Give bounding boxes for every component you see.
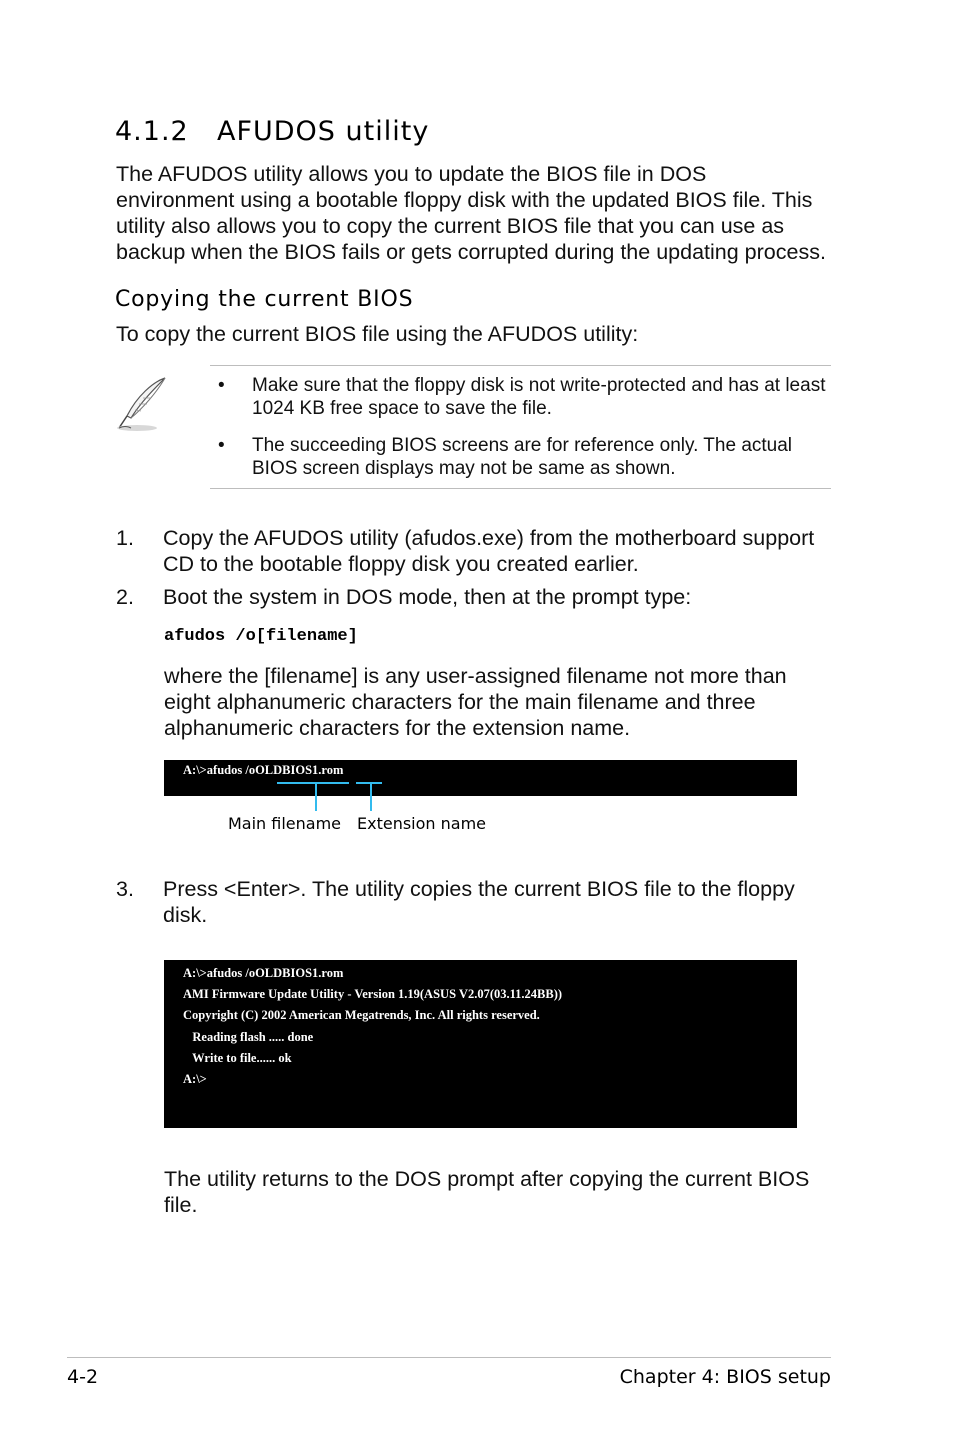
- section-number: 4.1.2: [115, 116, 189, 147]
- extension-bracket: [356, 782, 382, 784]
- step-number: 1.: [116, 526, 134, 550]
- closing-paragraph: The utility returns to the DOS prompt after copying the current BIOS file.: [164, 1167, 810, 1217]
- terminal-screen-1: [164, 760, 797, 796]
- command-text: afudos /o[filename]: [164, 627, 358, 646]
- intro-paragraph: The AFUDOS utility allows you to update the BIOS file in DOS environment using a bootable floppy disk with the updated BIOS file. This utility also allows you to copy the current BIOS file that you can use as backup when the BIOS fails or gets corrupted during the updating process.: [116, 162, 826, 264]
- step-number: 3.: [116, 877, 134, 901]
- step-item: [116, 525, 828, 577]
- step-text: Press <Enter>. The utility copies the current BIOS file to the floppy disk.: [163, 877, 795, 927]
- terminal-line: A:\>afudos /oOLDBIOS1.rom: [183, 763, 344, 777]
- main-filename-connector: [315, 783, 317, 811]
- note-top-rule: [210, 365, 831, 366]
- step-text: Boot the system in DOS mode, then at the prompt type:: [163, 585, 692, 609]
- filename-explanation: where the [filename] is any user-assigned filename not more than eight alphanumeric characters for the main filename and three alphanumeric characters for the extension name.: [164, 664, 787, 740]
- note-text: Make sure that the floppy disk is not write-protected and has at least 1024 KB free space to save the file.: [252, 375, 826, 419]
- extension-connector: [370, 783, 372, 811]
- feather-pen-icon: [113, 374, 173, 434]
- step-item: [116, 584, 828, 610]
- terminal-screen-2: [164, 960, 797, 1128]
- terminal-line: Copyright (C) 2002 American Megatrends, Inc. All rights reserved.: [183, 1008, 540, 1022]
- page-number: 4-2: [67, 1366, 99, 1388]
- section-title: AFUDOS utility: [217, 116, 430, 147]
- note-item: [218, 374, 830, 420]
- terminal-line: Write to file...... ok: [183, 1051, 292, 1065]
- subsection-lead: To copy the current BIOS file using the AFUDOS utility:: [116, 322, 639, 346]
- terminal-line: Reading flash ..... done: [183, 1030, 314, 1044]
- section-heading: [115, 116, 429, 147]
- note-text: The succeeding BIOS screens are for reference only. The actual BIOS screen displays may not be same as shown.: [252, 435, 793, 479]
- step-text: Copy the AFUDOS utility (afudos.exe) from the motherboard support CD to the bootable floppy disk you created earlier.: [163, 526, 815, 576]
- footer-rule: [67, 1357, 831, 1358]
- bullet: •: [218, 435, 225, 456]
- terminal-line: AMI Firmware Update Utility - Version 1.19(ASUS V2.07(03.11.24BB)): [183, 987, 563, 1001]
- note-item: [218, 434, 830, 480]
- terminal-line: A:\>: [183, 1072, 207, 1086]
- note-bottom-rule: [210, 488, 831, 489]
- terminal-line: A:\>afudos /oOLDBIOS1.rom: [183, 966, 344, 980]
- extension-name-label: Extension name: [357, 814, 487, 833]
- main-filename-bracket: [277, 782, 349, 784]
- step-number: 2.: [116, 585, 134, 609]
- step-item: [116, 876, 828, 928]
- subsection-title: Copying the current BIOS: [115, 287, 414, 312]
- main-filename-label: Main filename: [228, 814, 342, 833]
- chapter-title: Chapter 4: BIOS setup: [619, 1366, 831, 1388]
- bullet: •: [218, 375, 225, 396]
